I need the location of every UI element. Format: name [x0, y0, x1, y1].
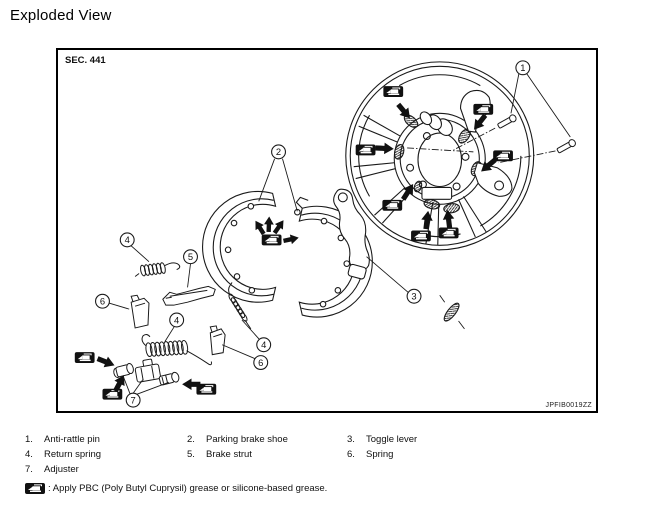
arrow-icon — [282, 233, 299, 246]
arrow-icon — [251, 218, 268, 236]
legend-label: Parking brake shoe — [206, 434, 288, 445]
callout-2: 2 — [275, 146, 282, 158]
callout-6: 6 — [99, 295, 106, 307]
legend-item — [347, 434, 417, 445]
legend-num: 3. — [347, 434, 355, 445]
callout-4: 4 — [124, 234, 130, 246]
grease-icon — [25, 483, 45, 494]
legend-item — [187, 434, 288, 445]
return-spring-small — [135, 262, 180, 276]
legend-item — [25, 464, 79, 475]
arrow-icon — [271, 217, 288, 235]
legend-label: Spring — [366, 449, 394, 460]
legend-item — [187, 449, 252, 460]
legend-label: Adjuster — [44, 464, 79, 475]
callout-1: 1 — [520, 62, 526, 74]
arrow-icon — [420, 210, 434, 230]
legend-item — [25, 434, 100, 445]
callout-3: 3 — [411, 290, 417, 302]
legend-label: Toggle lever — [366, 434, 418, 445]
spring-pad-right — [210, 326, 225, 355]
arrow-icon — [264, 216, 274, 232]
grease-icon — [102, 389, 122, 400]
legend-item — [347, 449, 393, 460]
legend-num: 6. — [347, 449, 355, 460]
grease-arrows — [95, 101, 498, 394]
exploded-view-diagram — [58, 50, 596, 411]
callout-6: 6 — [258, 356, 264, 368]
grease-icon — [411, 231, 431, 242]
legend-item — [25, 449, 101, 460]
callout-4: 4 — [261, 338, 267, 350]
legend-label: Anti-rattle pin — [44, 434, 100, 445]
callout-5: 5 — [187, 250, 194, 262]
legend-num: 4. — [25, 449, 33, 460]
callout-4: 4 — [174, 314, 180, 326]
grease-icon — [382, 200, 402, 211]
backing-plate — [346, 62, 534, 329]
section-label: SEC. 441 — [65, 55, 106, 66]
figure-id: JPFIB0019ZZ — [545, 402, 592, 409]
spring-pad-left — [131, 295, 149, 328]
grease-note — [25, 483, 327, 494]
page-title: Exploded View — [10, 7, 112, 24]
legend-num: 1. — [25, 434, 33, 445]
grease-icon — [493, 150, 513, 161]
arrow-icon — [375, 142, 394, 154]
grease-icon — [262, 234, 282, 245]
grease-note-text: : Apply PBC (Poly Butyl Cuprysil) grease or silicone-based grease. — [48, 483, 328, 494]
legend-label: Return spring — [44, 449, 102, 460]
arrow-icon — [95, 353, 116, 370]
grease-icon — [383, 86, 403, 97]
return-spring-large — [142, 335, 211, 365]
grease-icon — [75, 352, 95, 363]
brake-strut — [163, 286, 215, 305]
grease-icon — [473, 104, 493, 115]
legend-num: 2. — [187, 434, 195, 445]
legend-num: 5. — [187, 449, 195, 460]
callout-7: 7 — [130, 394, 136, 406]
legend-num: 7. — [25, 464, 33, 475]
grease-icon — [356, 144, 376, 155]
legend-label: Brake strut — [206, 449, 252, 460]
grease-icon — [439, 228, 459, 239]
exploded-view-figure — [56, 48, 598, 413]
